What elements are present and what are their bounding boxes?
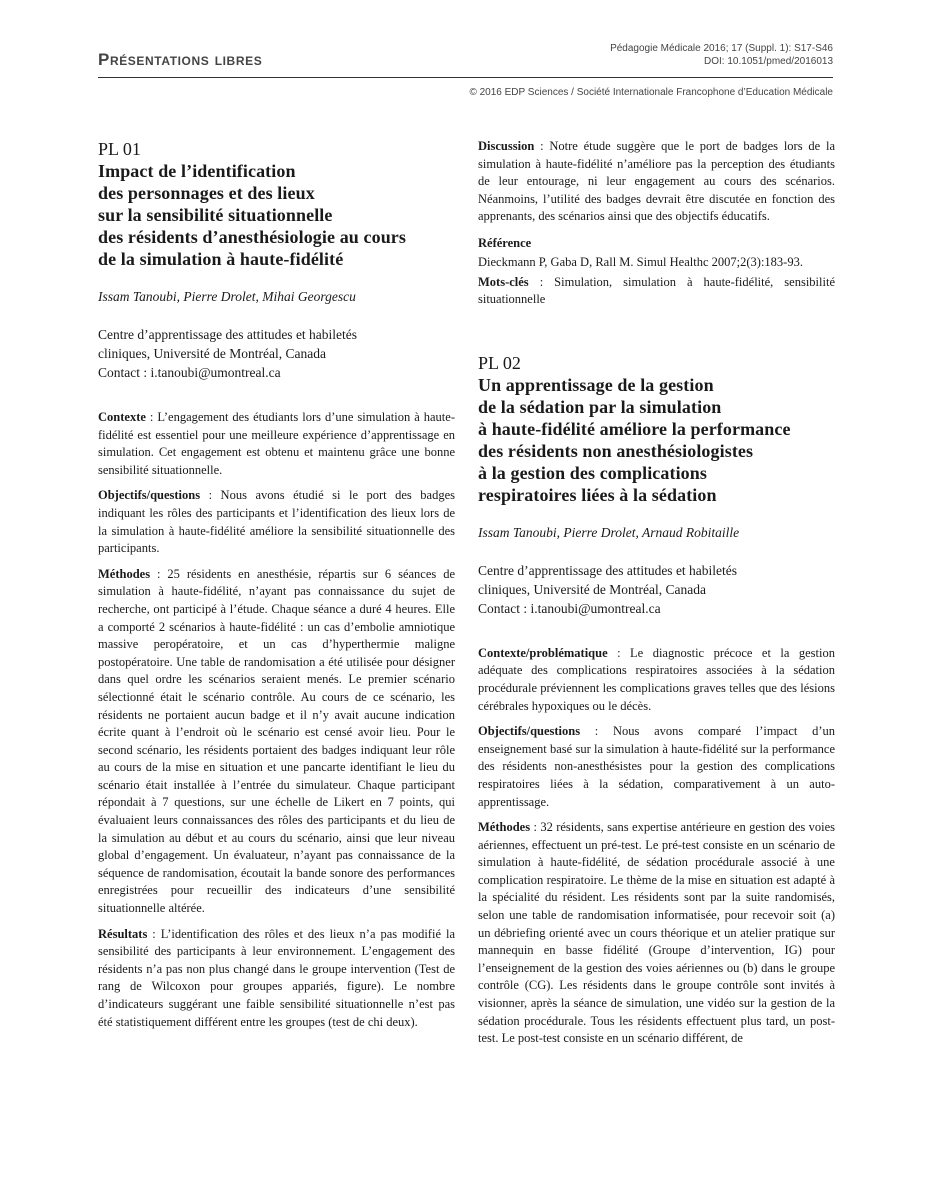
copyright-line: © 2016 EDP Sciences / Société Internationale Francophone d’Education Médicale — [469, 87, 833, 98]
pl02-title-line: à haute-fidélité améliore la performance — [478, 418, 791, 439]
pl01-affiliation — [98, 325, 455, 382]
pl01-affiliation-line: cliniques, Université de Montréal, Canada — [98, 346, 326, 361]
pl02-title-line: de la sédation par la simulation — [478, 396, 722, 417]
pl01-title-line: sur la sensibilité situationnelle — [98, 205, 333, 225]
pl02-objectifs — [478, 723, 835, 811]
pl01-reference: Dieckmann P, Gaba D, Rall M. Simul Healthc 2007;2(3):183-93. — [478, 254, 803, 269]
pl01-title-line: de la simulation à haute-fidélité — [98, 249, 344, 269]
pl01-keywords — [478, 274, 835, 309]
pl02-affiliation — [478, 561, 835, 618]
header-rule — [98, 77, 833, 78]
pl01-objectifs-label: Objectifs/questions — [98, 488, 201, 503]
journal-info — [610, 42, 833, 68]
pl01-authors: Issam Tanoubi, Pierre Drolet, Mihai Georgescu — [98, 289, 356, 304]
pl01-discussion-label: Discussion — [478, 139, 535, 153]
pl02-title — [478, 374, 835, 506]
pl02-number: PL 02 — [478, 352, 521, 373]
left-column — [98, 138, 455, 1039]
pl01-affiliation-line: Centre d’apprentissage des attitudes et habiletés — [98, 327, 358, 342]
pl01-title-line: Impact de l’identification — [98, 161, 296, 181]
pl01-contact[interactable]: Contact : i.tanoubi@umontreal.ca — [98, 365, 281, 380]
pl01-objectifs — [98, 487, 455, 557]
pl01-title — [98, 160, 455, 270]
pl02-contexte-text: : Le diagnostic précoce et la gestion adéquate des complications respiratoires associées à la sédation procédurale préviennent les complications graves telles que des lésions cérébrales hypoxiques ou le décès. — [478, 645, 835, 713]
pl01-title-line: des résidents d’anesthésiologie au cours — [98, 227, 407, 247]
pl02-objectifs-label: Objectifs/questions — [478, 724, 581, 739]
pl01-discussion-text: : Notre étude suggère que le port de badges lors de la simulation à haute-fidélité n’améliore pas la perception des étudiants de leur entourage, ni leur engagement au cours des scénarios. Néanmoins, l’utilité des badges devrait être discutée en fonction des apprenants, des scénarios ainsi que des objectifs éducatifs. — [478, 139, 835, 224]
pl01-keywords-label: Mots-clés — [478, 274, 529, 289]
pl02-contact[interactable]: Contact : i.tanoubi@umontreal.ca — [478, 600, 661, 616]
pl01-keywords-text: : Simulation, simulation à haute-fidélité, sensibilité situationnelle — [478, 274, 835, 307]
pl02-contexte-label: Contexte/problématique — [478, 645, 608, 660]
pl01-methodes-text: : 25 résidents en anesthésie, répartis sur 6 séances de simulation à haute-fidélité, n’ayant pas connaissance du sujet de recherche, ont participé à l’étude. Chaque séance a duré 4 heures. Elle a comporté 2 scénarios à haute-fidélité : un cas d’embolie amniotique massive peropératoire, et un cas d’hyperthermie maligne postopératoire. Une table de randomisation a été utilisée pour désigner dans quel ordre les scénarios seraient menés. Le premier scénario sélectionné était le scénario contrôle. Au cours de ce scénario, les résidents ne portaient aucun badge et il n’y avait aucune indication écrite quant à l’endroit où le scénario est censé avoir lieu. Pour le second scénario, les résidents portaient des badges indiquant leur rôle au cours de la mise en situation et une pancarte identifiant le lieu du scénario était installée à l’entrée du simulateur. Chaque participant répondait à 7 questions, sur une échelle de Likert en 7 points, qui évaluaient leurs connaissances des rôles des participants et du lieu de la simulation au début et au cours du scénario, ainsi que leur niveau global d’engagement. Un évaluateur, n’ayant pas connaissance de la séquence de randomisation, écoutait la bande sonore des performances enregistrées pour recueillir des indicateurs d’une sensibilité situationnelle altérée. — [98, 566, 455, 916]
pl01-reference-heading: Référence — [478, 235, 532, 250]
pl01-objectifs-text: : Nous avons étudié si le port des badges indiquant les rôles des participants et l’identification des lieux lors de la simulation à haute-fidélité améliore la sensibilité situationnelle des participants. — [98, 488, 455, 556]
pl01-methodes — [98, 566, 455, 918]
section-title: Présentations libres — [98, 50, 263, 69]
pl01-methodes-label: Méthodes — [98, 566, 151, 581]
journal-doi: DOI: 10.1051/pmed/2016013 — [704, 56, 833, 67]
right-column — [478, 138, 835, 1056]
pl02-authors: Issam Tanoubi, Pierre Drolet, Arnaud Robitaille — [478, 524, 740, 540]
pl01-contexte — [98, 409, 455, 479]
pl02-affiliation-line: cliniques, Université de Montréal, Canada — [478, 581, 706, 597]
pl02-objectifs-text: : Nous avons comparé l’impact d’un enseignement basé sur la simulation à haute-fidélité sur la performance des résidents non-anesthésistes pour la gestion des complications respiratoires liées à la sédation, comparativement à un auto-apprentissage. — [478, 724, 835, 809]
pl02-methodes — [478, 819, 835, 1048]
pl02-title-line: à la gestion des complications — [478, 462, 708, 483]
pl02-title-line: respiratoires liées à la sédation — [478, 484, 717, 505]
pl01-contexte-label: Contexte — [98, 410, 146, 424]
pl02-title-line: Un apprentissage de la gestion — [478, 374, 714, 395]
pl01-contexte-text: : L’engagement des étudiants lors d’une simulation à haute-fidélité est essentiel pour une meilleure expérience d’apprentissage en simulation. Cet engagement est obtenu et maintenu grâce une bonne sensibilité situationnelle. — [98, 410, 455, 477]
pl01-resultats — [98, 926, 455, 1032]
pl02-methodes-label: Méthodes — [478, 820, 531, 835]
pl02-title-line: des résidents non anesthésiologistes — [478, 440, 754, 461]
pl02-methodes-text: : 32 résidents, sans expertise antérieure en gestion des voies aériennes, effectuent un pré-test. Le pré-test consiste en un scénario de simulation à haute-fidélité, de sédation procédurale associé à une complication respiratoire. Le thème de la mise en situation est adapté à la spécialité du résident. Les résidents sont par la suite randomisés, selon une table de randomisation informatisée, pour recevoir soit (a) un débriefing orienté avec un cours théorique et un atelier pratique sur mannequin en basse fidélité (Groupe d’intervention, IG) pour l’enseignement de la gestion des voies aériennes ou (b) dans le groupe contrôle (CG). Les résidents dans le groupe contrôle sont invités à visionner, après la séance de simulation, une vidéo sur la gestion de la sédation procédurale. Tous les résidents effectuent plus tard, un post-test. Le post-test consiste en un scénario différent, de — [478, 820, 835, 1046]
pl02-contexte — [478, 645, 835, 715]
pl01-resultats-text: : L’identification des rôles et des lieux n’a pas modifié la sensibilité des participants à leur environnement. L’engagement des résidents n’a pas non plus changé dans le groupe intervention (Test de rang de Wilcoxon pour groupes appariés, figure). Le nombre d’indicateurs suggérant une faible sensibilité situationnelle n’est pas été statistiquement différent entre les groupes (test de chi deux). — [98, 926, 455, 1029]
pl01-title-line: des personnages et des lieux — [98, 183, 315, 203]
pl01-number: PL 01 — [98, 139, 141, 159]
section-spacer — [478, 309, 835, 352]
pl01-discussion — [478, 138, 835, 226]
page-header — [98, 40, 833, 76]
journal-citation: Pédagogie Médicale 2016; 17 (Suppl. 1): S17-S46 — [610, 43, 833, 54]
pl02-affiliation-line: Centre d’apprentissage des attitudes et habiletés — [478, 562, 738, 578]
pl01-resultats-label: Résultats — [98, 926, 148, 941]
